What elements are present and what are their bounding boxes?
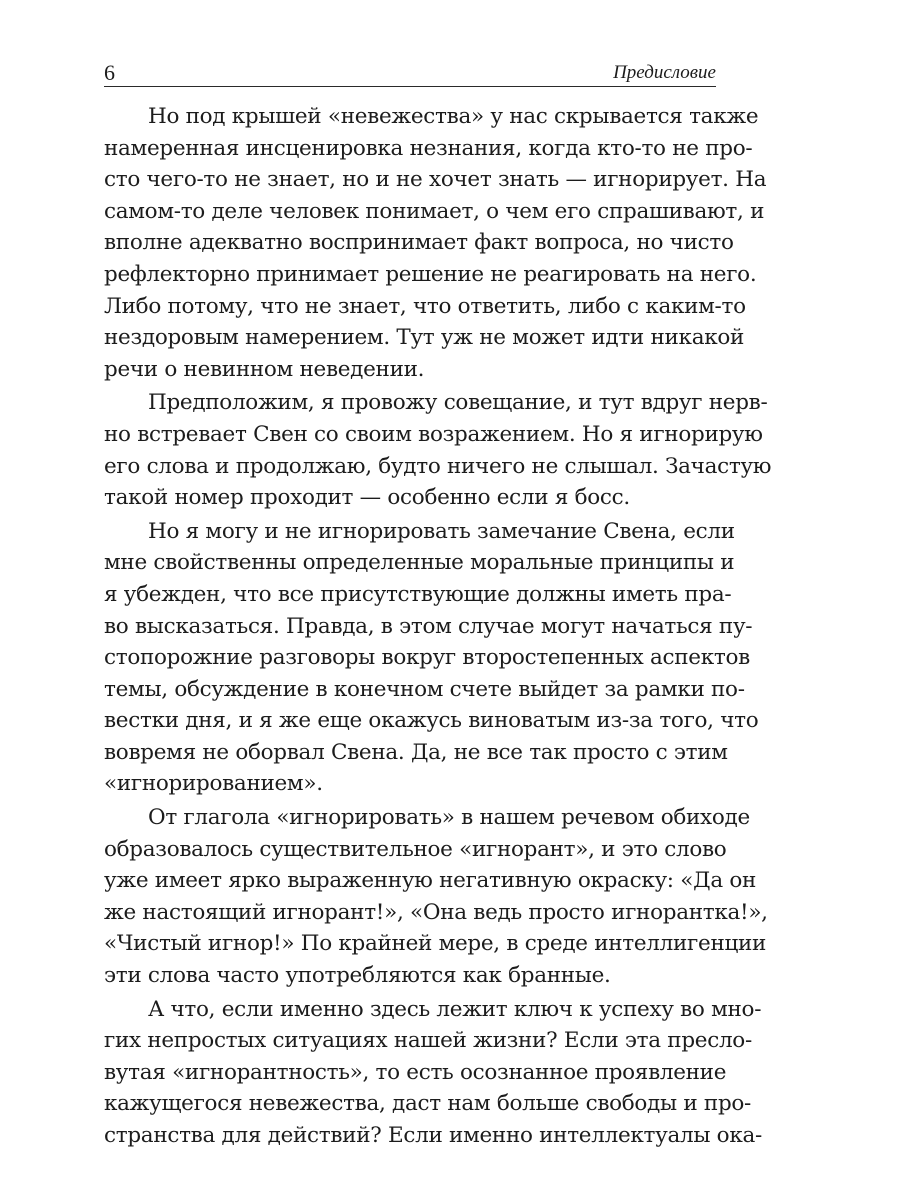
text-line: От глагола «игнорировать» в нашем речевом обиходе (148, 805, 750, 831)
page-number: 6 (104, 60, 115, 85)
text-line: вполне адекватно воспринимает факт вопроса, но чисто (104, 230, 734, 256)
text-line: вовремя не оборвал Свена. Да, не все так просто с этим (104, 739, 728, 765)
text-line: самом-то деле человек понимает, о чем его спрашивают, и (104, 198, 765, 224)
text-line: Но я могу и не игнорировать замечание Свена, если (148, 518, 735, 544)
text-line: намеренная инсценировка незнания, когда кто-то не про- (104, 135, 753, 161)
text-line: но встревает Свен со своим возражением. Но я игнорирую (104, 421, 763, 447)
text-line: речи о невинном неведении. (104, 356, 425, 382)
paragraph (104, 387, 772, 513)
text-line: Либо потому, что не знает, что ответить, либо с каким-то (104, 293, 746, 319)
text-line: эти слова часто употребляются как бранные. (104, 963, 611, 989)
text-line: же настоящий игнорант!», «Она ведь просто игнорантка!», (104, 899, 768, 925)
text-line: вутая «игнорантность», то есть осознанное проявление (104, 1059, 727, 1085)
text-line: мне свойственны определенные моральные принципы и (104, 550, 735, 576)
body-text (104, 101, 772, 1152)
paragraph (104, 994, 762, 1152)
text-line: его слова и продолжаю, будто ничего не слышал. Зачастую (104, 453, 772, 479)
paragraph (104, 516, 759, 800)
text-line: нездоровым намерением. Тут уж не может идти никакой (104, 325, 745, 351)
text-line: Но под крышей «невежества» у нас скрывается также (148, 104, 759, 129)
text-line: Предположим, я провожу совещание, и тут вдруг нерв- (148, 390, 768, 416)
text-line: темы, обсуждение в конечном счете выйдет за рамки по- (104, 676, 745, 702)
text-line: гих непростых ситуациях нашей жизни? Если эта пресло- (104, 1028, 752, 1054)
text-line: образовалось существительное «игнорант», и это слово (104, 836, 727, 862)
text-line: во высказаться. Правда, в этом случае могут начаться пу- (104, 613, 753, 639)
text-line: А что, если именно здесь лежит ключ к успеху во мно- (148, 996, 762, 1022)
text-line: такой номер проходит — особенно если я босс. (104, 485, 630, 511)
paragraph (104, 101, 767, 385)
text-line: сто чего-то не знает, но и не хочет знать — игнорирует. На (104, 167, 767, 193)
page-header (104, 60, 716, 87)
text-line: «Чистый игнор!» По крайней мере, в среде интеллигенции (104, 931, 767, 957)
text-line: я убежден, что все присутствующие должны иметь пра- (104, 581, 732, 607)
text-line: кажущегося невежества, даст нам больше свободы и про- (104, 1091, 752, 1117)
text-line: уже имеет ярко выраженную негативную окраску: «Да он (104, 868, 757, 894)
text-line: «игнорированием». (104, 771, 323, 797)
text-line: рефлекторно принимает решение не реагировать на него. (104, 261, 757, 287)
running-title: Предисловие (613, 62, 716, 83)
text-line: стопорожние разговоры вокруг второстепенных аспектов (104, 645, 750, 671)
text-line: вестки дня, и я же еще окажусь виноватым из-за того, что (104, 708, 759, 734)
text-line: странства для действий? Если именно интеллектуалы ока- (104, 1123, 762, 1148)
paragraph (104, 802, 768, 992)
